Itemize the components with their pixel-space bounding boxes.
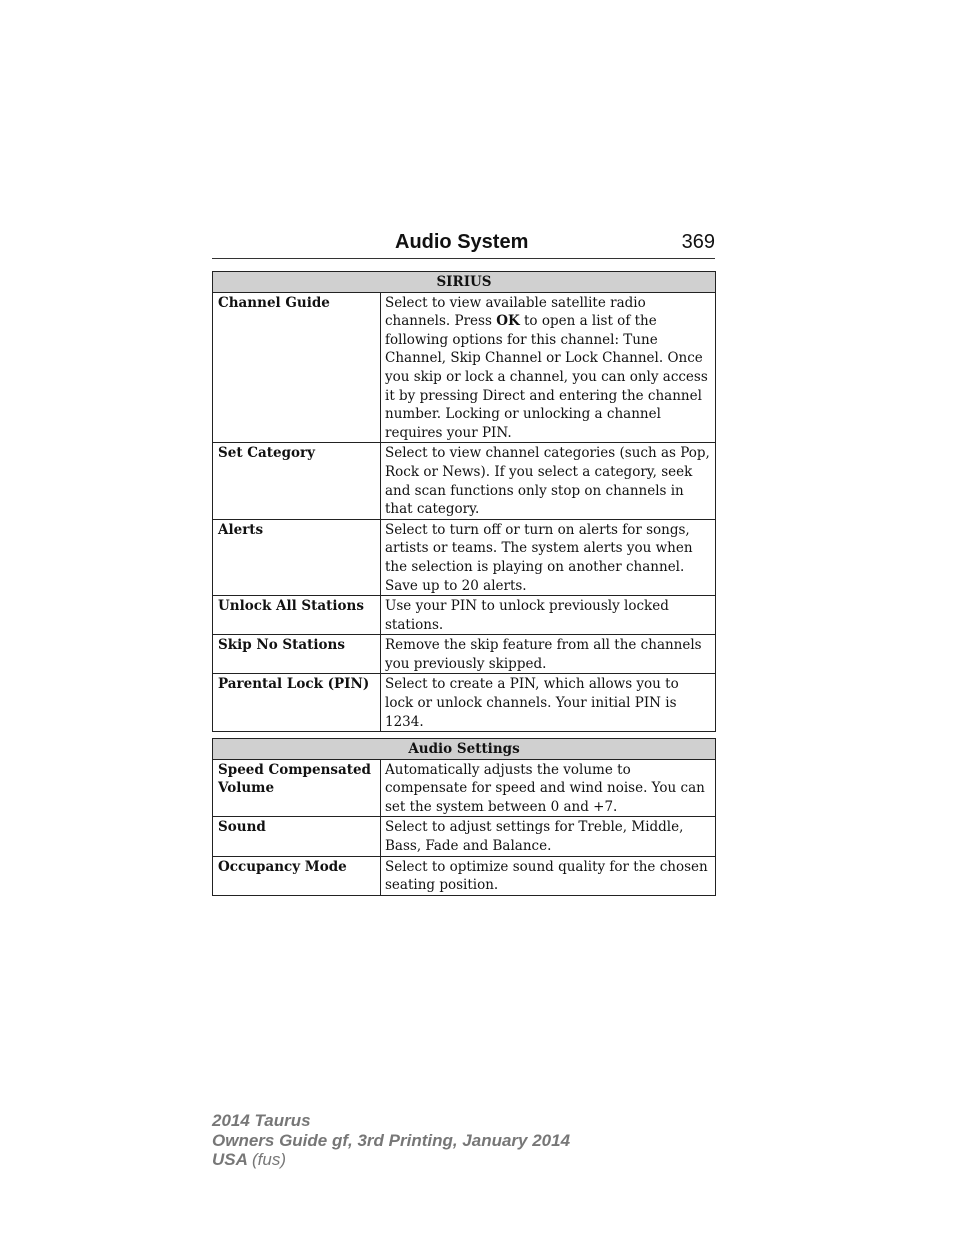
row-description: Select to view channel categories (such as Pop, Rock or News). If you select a category, seek and scan functions only stop on channels in that category. [381,443,716,519]
audio-settings-heading: Audio Settings [213,739,716,760]
row-term: Unlock All Stations [213,596,381,635]
table-row [213,443,716,519]
table-row [213,759,716,817]
table-header-row [213,272,716,293]
footer-edition: Owners Guide gf, 3rd Printing, January 2014 [212,1130,571,1150]
table-header-row [213,739,716,760]
row-description: Remove the skip feature from all the channels you previously skipped. [381,635,716,674]
section-title: Audio System [395,231,529,253]
row-term: Skip No Stations [213,635,381,674]
footer-market-sub: (fus) [252,1150,286,1169]
table-row [213,596,716,635]
row-term: Speed Compensated Volume [213,759,381,817]
row-term: Set Category [213,443,381,519]
table-row [213,635,716,674]
row-term: Alerts [213,519,381,595]
row-term: Channel Guide [213,292,381,443]
ok-key-label: OK [496,313,520,330]
table-row [213,674,716,732]
row-term: Parental Lock (PIN) [213,674,381,732]
table-row [213,519,716,595]
table-row [213,817,716,856]
sirius-heading: SIRIUS [213,272,716,293]
page-number: 369 [681,231,715,253]
audio-settings-table [212,738,716,896]
row-description: Select to create a PIN, which allows you to lock or unlock channels. Your initial PIN is 1234. [381,674,716,732]
row-term: Sound [213,817,381,856]
page-footer [212,1111,570,1170]
row-description: Select to optimize sound quality for the chosen seating position. [381,856,716,895]
row-term: Occupancy Mode [213,856,381,895]
footer-market-code: USA [212,1150,248,1169]
row-description: Select to turn off or turn on alerts for songs, artists or teams. The system alerts you when the selection is playing on another channel. Save up to 20 alerts. [381,519,716,595]
row-description: Use your PIN to unlock previously locked stations. [381,596,716,635]
table-row [213,856,716,895]
page-header [212,226,715,259]
table-row [213,292,716,443]
footer-model: 2014 Taurus [212,1111,311,1130]
desc-text: to open a list of the following options for this channel: Tune Channel, Skip Channel or Lock Channel. Once you skip or lock a channel, you can only access it by pressing Direct and entering the channel number. Locking or unlocking a channel requires your PIN. [385,313,708,441]
sirius-table [212,271,716,732]
footer-market [212,1150,570,1170]
row-description: Select to adjust settings for Treble, Middle, Bass, Fade and Balance. [381,817,716,856]
desc-text: Select to view available satellite radio channels. Press [385,294,646,330]
row-description [381,292,716,443]
row-description: Automatically adjusts the volume to compensate for speed and wind noise. You can set the system between 0 and +7. [381,759,716,817]
